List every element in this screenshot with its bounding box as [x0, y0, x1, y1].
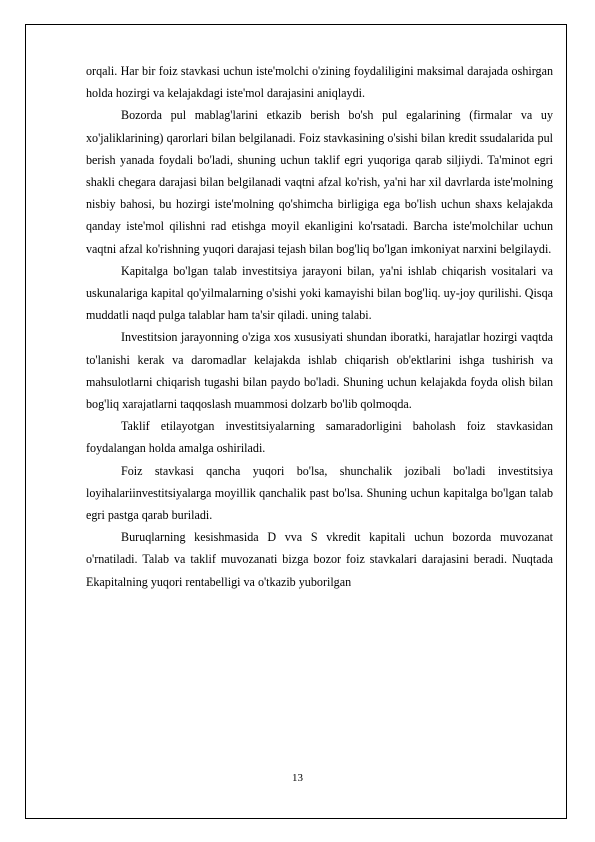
page-number: 13: [292, 772, 303, 784]
paragraph: orqali. Har bir foiz stavkasi uchun iste'molchi o'zining foydaliligini maksimal darajada oshirgan holda hozirgi va kelajakdagi iste'mol darajasini aniqlaydi.: [86, 64, 553, 101]
paragraph: Foiz stavkasi qancha yuqori bo'lsa, shunchalik jozibali bo'ladi investitsiya loyihalariinvestitsiyalarga moyillik qanchalik past bo'lsa. Shuning uchun kapitalga bo'lgan talab egri pastga qarab buriladi.: [86, 463, 553, 523]
paragraph: Bozorda pul mablag'larini etkazib berish bo'sh pul egalarining (firmalar va uy xo'jaliklarining) qarorlari bilan belgilanadi. Foiz stavkasining o'sishi bilan kredit ssudalarida pul berish yanada foydali bo'ladi, shuning uchun taklif egri yuqoriga qarab siljiydi. Ta'minot egri shakli chegara darajasi bilan belgilanadi vaqtni afzal ko'rish, ya'ni har xil davrlarda iste'molning nisbiy bahosi, bu hozirgi iste'molning qo'shimcha birligiga ega bo'lish uchun shaxs kelajakda qanday iste'mol qilishni rad etishga moyil ekanligini ko'rsatadi. Barcha iste'molchilar uchun vaqtni afzal ko'rishning yuqori darajasi tejash bilan bog'liq bo'lgan imkoniyat narxini belgilaydi.: [86, 108, 553, 256]
paragraph: Buruqlarning kesishmasida D vva S vkredit kapitali uchun bozorda muvozanat o'rnatiladi. Talab va taklif muvozanati bizga bozor foiz stavkalari darajasini beradi. Nuqtada Ekapitalning yuqori rentabelligi va o'tkazib yuborilgan: [86, 530, 553, 589]
document-body: [86, 60, 553, 593]
paragraph: Investitsion jarayonning o'ziga xos xususiyati shundan iboratki, harajatlar hozirgi vaqtda to'lanishi kerak va daromadlar kelajakda ishlab chiqarish ob'ektlarini ishga tushirish va mahsulotlarni chiqarish tugashi bilan paydo bo'ladi. Shuning uchun kelajakda foyda olish bilan bog'liq xarajatlarni taqqoslash muammosi dolzarb bo'lib qolmoqda.: [86, 330, 553, 412]
paragraph: Taklif etilayotgan investitsiyalarning samaradorligini baholash foiz stavkasidan foydalangan holda amalga oshiriladi.: [86, 419, 553, 456]
paragraph: Kapitalga bo'lgan talab investitsiya jarayoni bilan, ya'ni ishlab chiqarish vositalari va uskunalariga kapital qo'yilmalarning o'sishi yoki kamayishi bilan bog'liq. uy-joy qurilishi. Qisqa muddatli naqd pulga talablar ham ta'sir qiladi. uning talabi.: [86, 263, 553, 323]
